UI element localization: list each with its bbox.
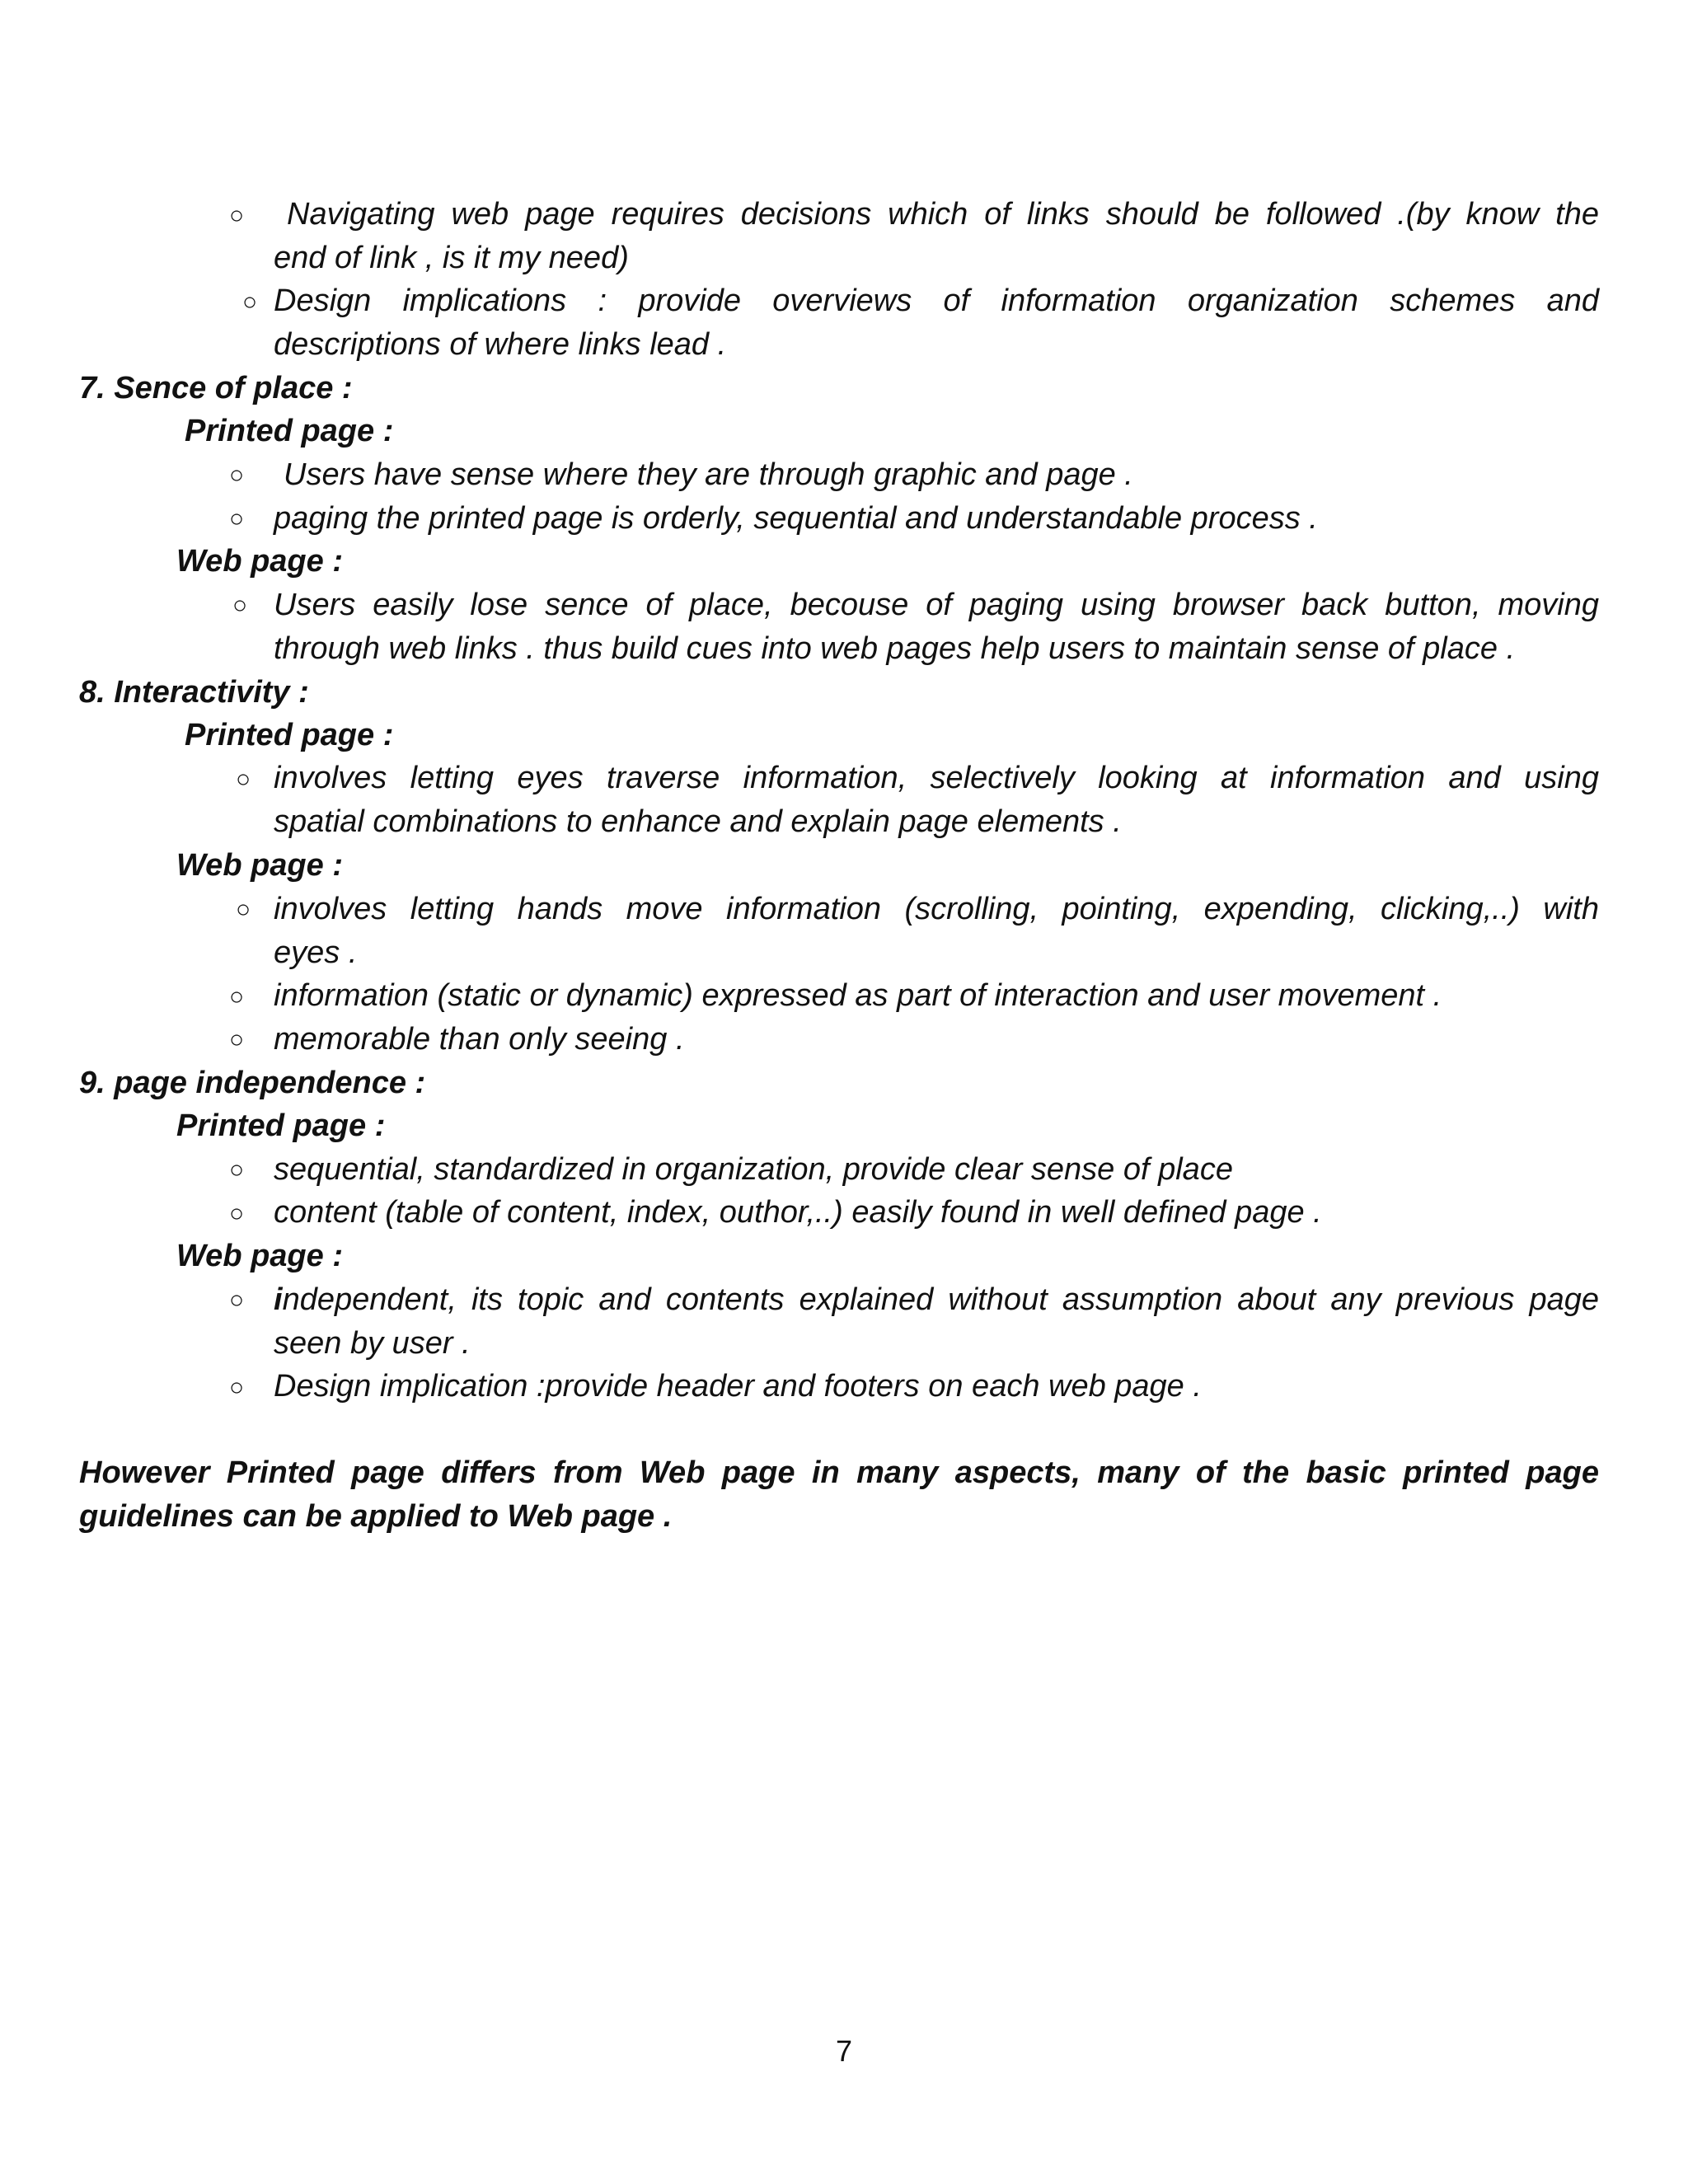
body-line: sequential, standardized in organization, provide clear sense of place (274, 1152, 1233, 1187)
body-line: eyes . (274, 935, 358, 970)
body-line: involves letting eyes traverse information, selectively looking at information and using (274, 761, 1599, 795)
bullet-icon: ○ (229, 1374, 245, 1401)
bullet-icon: ○ (229, 1286, 245, 1314)
body-line: Users have sense where they are through graphic and page . (284, 457, 1133, 492)
bullet-icon: ○ (229, 202, 245, 229)
body-line: Design implication :provide header and footers on each web page . (274, 1369, 1202, 1404)
section-heading: 9. page independence : (79, 1066, 426, 1100)
body-line: Users easily lose sence of place, becouse of paging using browser back button, moving (274, 588, 1599, 622)
section-heading: 7. Sence of place : (79, 371, 353, 405)
bullet-icon: ○ (229, 505, 245, 532)
page-number: 7 (835, 2034, 853, 2068)
body-line (274, 1278, 1599, 1321)
body-line: Design implications : provide overviews of information organization schemes and (274, 284, 1599, 318)
section-heading: 8. Interactivity : (79, 675, 309, 710)
bullet-icon: ○ (229, 1026, 245, 1053)
body-line: spatial combinations to enhance and explain page elements . (274, 804, 1122, 839)
subsection-heading: Web page : (176, 544, 343, 579)
subsection-heading: Printed page : (176, 1108, 386, 1143)
body-line: descriptions of where links lead . (274, 327, 727, 362)
body-line: involves letting hands move information (scrolling, pointing, expending, clicking,..) with (274, 892, 1599, 926)
subsection-heading: Printed page : (185, 718, 394, 752)
body-line: content (table of content, index, outhor,..) easily found in well defined page . (274, 1195, 1322, 1230)
bullet-icon: ○ (229, 1200, 245, 1227)
bullet-icon: ○ (229, 462, 245, 489)
body-line-text: ndependent, its topic and contents explained without assumption about any previous page (282, 1282, 1599, 1317)
bullet-icon: ○ (242, 288, 258, 316)
conclusion-paragraph: However Printed page differs from Web page in many aspects, many of the basic printed page guidelines can be applied to Web page . (79, 1455, 1599, 1534)
bullet-icon: ○ (236, 766, 251, 793)
bold-initial: i (274, 1282, 283, 1317)
body-line: Navigating web page requires decisions which of links should be followed .(by know the (287, 197, 1599, 232)
subsection-heading: Web page : (176, 1239, 343, 1273)
body-line: through web links . thus build cues into web pages help users to maintain sense of place . (274, 631, 1516, 666)
body-line: end of link , is it my need) (274, 241, 629, 275)
subsection-heading: Web page : (176, 848, 343, 883)
subsection-heading: Printed page : (185, 414, 394, 448)
body-line: memorable than only seeing . (274, 1022, 685, 1057)
bullet-icon: ○ (232, 592, 248, 619)
bullet-icon: ○ (236, 896, 251, 923)
body-line: information (static or dynamic) expressed as part of interaction and user movement . (274, 978, 1442, 1013)
bullet-icon: ○ (229, 983, 245, 1010)
body-line: seen by user . (274, 1326, 471, 1361)
body-line: paging the printed page is orderly, sequential and understandable process . (274, 501, 1318, 536)
bullet-icon: ○ (229, 1156, 245, 1183)
